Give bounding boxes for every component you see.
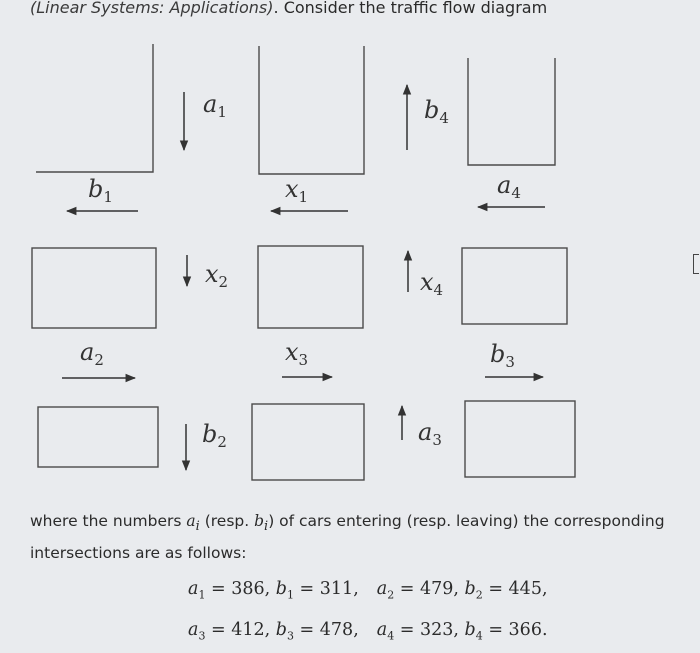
label-a2: $a_2$ bbox=[80, 338, 104, 369]
value-a3: 412 bbox=[231, 620, 264, 640]
value-a1: 386 bbox=[231, 579, 264, 599]
value-b4: 366 bbox=[509, 620, 542, 640]
value-a4: 323 bbox=[420, 620, 453, 640]
label-a1: $a_1$ bbox=[203, 90, 227, 121]
label-b4: $b_4$ bbox=[424, 96, 449, 127]
block-top-middle bbox=[259, 46, 364, 174]
label-x2: $x_2$ bbox=[205, 260, 228, 291]
block-top-left bbox=[36, 44, 153, 172]
block-bottom-right bbox=[465, 401, 575, 477]
label-b3: $b_3$ bbox=[490, 340, 515, 371]
block-middle-middle bbox=[258, 246, 363, 328]
label-x3: $x_3$ bbox=[285, 338, 308, 369]
label-x1: $x_1$ bbox=[285, 175, 308, 206]
value-b2: 445 bbox=[509, 579, 542, 599]
block-top-right bbox=[468, 58, 555, 165]
label-b1: $b_1$ bbox=[88, 175, 113, 206]
label-x4: $x_4$ bbox=[420, 268, 443, 299]
equation-line-2: $a_3 = 412$, $b_3 = 478$, $a_4 = 323$, $b_4 = 366$. bbox=[188, 613, 548, 653]
label-a3: $a_3$ bbox=[418, 418, 442, 449]
block-bottom-middle bbox=[252, 404, 364, 480]
problem-prompt: . Consider the traffic flow diagram bbox=[274, 0, 548, 17]
problem-category: (Linear Systems: Applications) bbox=[30, 0, 274, 17]
block-middle-left bbox=[32, 248, 156, 328]
block-bottom-left bbox=[38, 407, 158, 467]
label-a4: $a_4$ bbox=[497, 171, 521, 202]
equation-line-1: $a_1 = 386$, $b_1 = 311$, $a_2 = 479$, $b_2 = 445$, bbox=[188, 572, 548, 613]
value-b3: 478 bbox=[320, 620, 353, 640]
right-edge-bracket bbox=[693, 254, 699, 274]
description-text: where the numbers $a_i$ (resp. $b_i$) of cars entering (resp. leaving) the corresponding intersections are as follows: bbox=[30, 508, 670, 566]
values-equations bbox=[188, 572, 548, 653]
value-a2: 479 bbox=[420, 579, 453, 599]
block-middle-right bbox=[462, 248, 567, 324]
value-b1: 311 bbox=[320, 579, 353, 599]
label-b2: $b_2$ bbox=[202, 420, 227, 451]
